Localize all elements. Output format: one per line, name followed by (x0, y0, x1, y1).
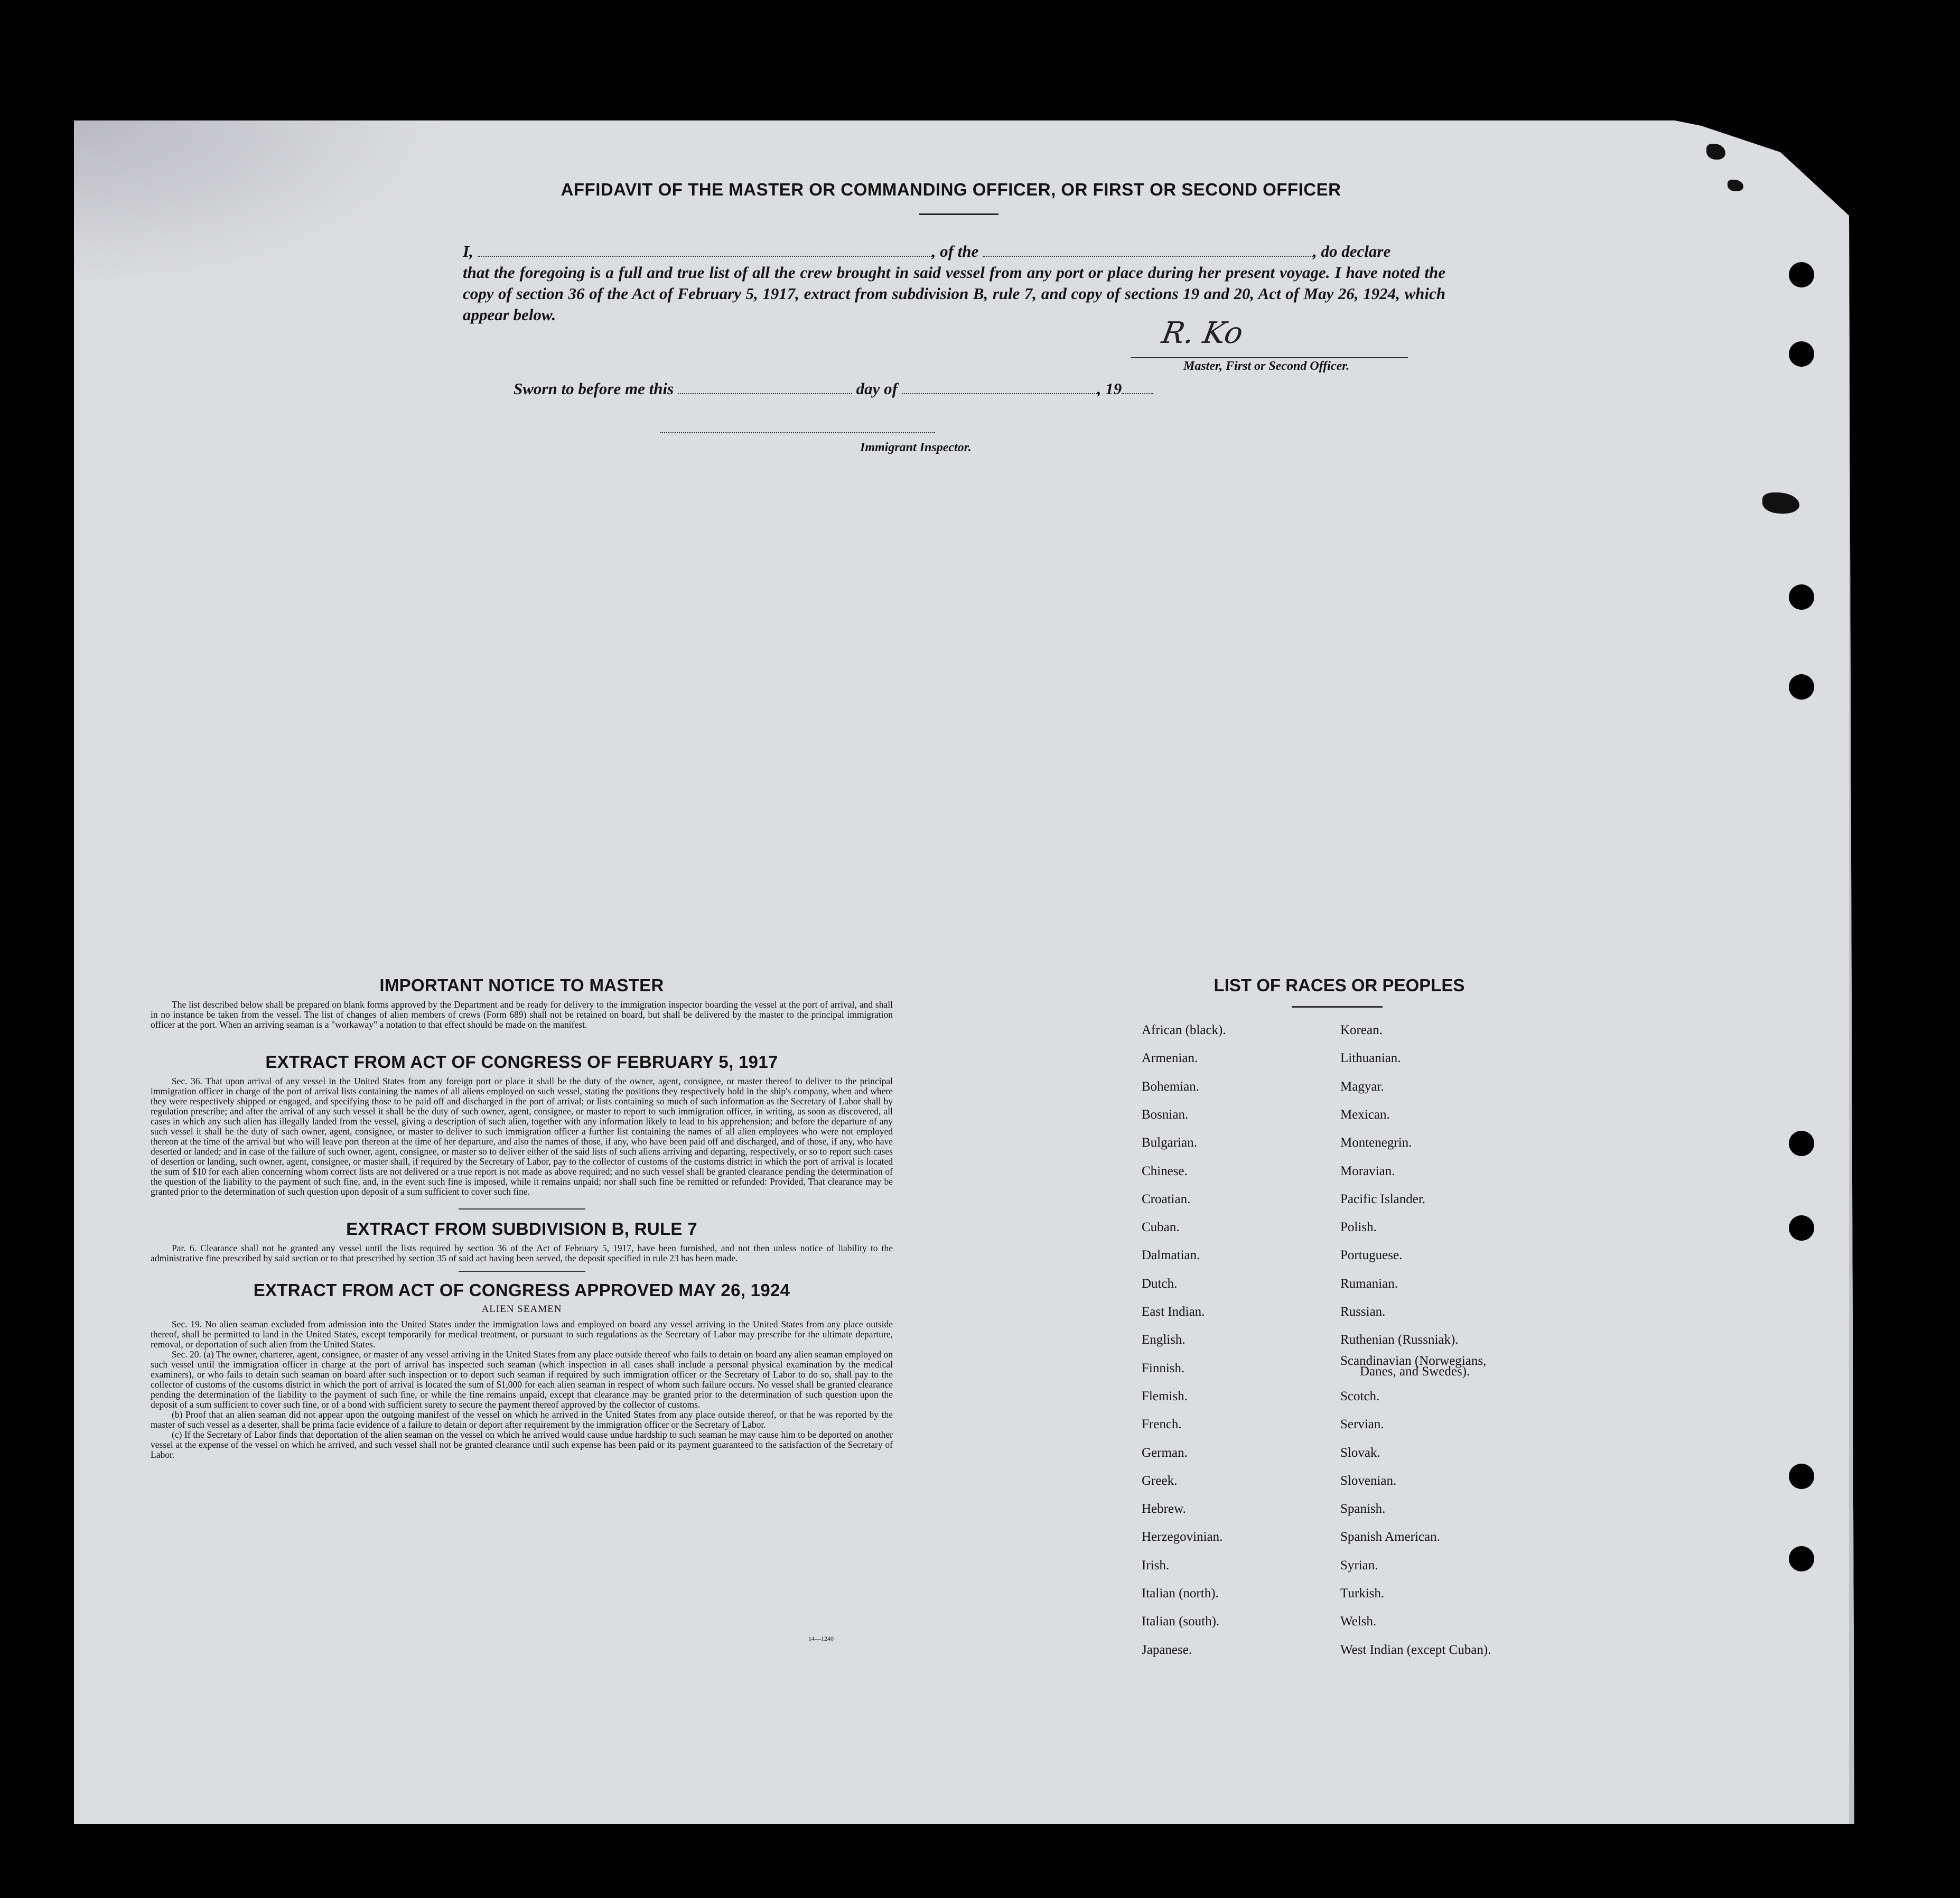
race-item: Pacific Islander. (1340, 1192, 1426, 1206)
form-code: 14—1240 (808, 1635, 834, 1642)
race-item: Turkish. (1340, 1586, 1385, 1601)
race-item: Italian (north). (1142, 1586, 1219, 1601)
races-title: LIST OF RACES OR PEOPLES (1214, 975, 1465, 995)
race-item: Polish. (1340, 1220, 1377, 1234)
extract-1924-title: EXTRACT FROM ACT OF CONGRESS APPROVED MAY 26, 1924 (253, 1280, 790, 1300)
race-item: Syrian. (1340, 1558, 1378, 1573)
extract-1917-text: Sec. 36. That upon arrival of any vessel in the United States from any foreign port or place it shall be the duty of the owner, agent, consignee, or master thereof to deliver to the principal immigration officer in charge of the port of arrival lists containing the names of all aliens employed on such vessel, stating the positions they respectively hold in the ship's company, when and where they were respectively shipped or engaged, and specifying those to be paid off and discharged in the port of arrival; or lists containing so much of such information as the Secretary of Labor shall by regulation prescribe; and after the arrival of any such vessel it shall be the duty of such owner, agent, consignee, or master to report to such immigration officer, in writing, as soon as discovered, all cases in which any such alien has illegally landed from the vessel, giving a description of such alien, together with any information likely to lead to his apprehension; and before the departure of any such vessel it shall be the duty of such owner, agent, consignee, or master to deliver to such immigration officer a further list containing the names of all alien employees who were not employed thereon at the time of the arrival but who will leave port thereon at the time of her departure, and also the names of those, if any, who have been paid off and discharged, and of those, if any, who have deserted or landed; and in case of the failure of such owner, agent, consignee, or master so to deliver either of the said lists of such aliens arriving and departing, respectively, or so to report such cases of desertion or landing, such owner, agent, consignee, or master shall, if required by the Secretary of Labor, pay to the collector of customs of the customs district in which the port of arrival is located the sum of $10 for each alien concerning whom correct lists are not delivered or a true report is not made as above required; and no such vessel shall be granted clearance pending the determination of the question of the liability to the payment of such fine, and, in the event such fine is imposed, while it remains unpaid; nor shall such fine be remitted or refunded: Provided, That clearance may be granted prior to the determination of such question upon deposit of a sum sufficient to cover such fine. (151, 1076, 893, 1197)
vessel-prefix: , of the (931, 242, 979, 260)
signature-label: Master, First or Second Officer. (1183, 359, 1350, 373)
signature-line[interactable] (1131, 357, 1408, 358)
declare-suffix: , do declare (1313, 242, 1391, 260)
punch-hole (1789, 262, 1814, 287)
punch-hole (1789, 341, 1814, 367)
paper-edge (1849, 120, 1854, 1824)
notice-text: The list described below shall be prepared on blank forms approved by the Department and be ready for delivery to the immigration inspector boarding the vessel at the port of arrival, and shall in no instance be taken from the vessel. The list of changes of alien members of crews (Form 689) shall not be retained on board, but shall be delivered by the master to the principal immigration officer at the port. When an arriving seaman is a "workaway" a notation to that effect should be made on the manifest. (151, 999, 893, 1030)
race-item: Spanish. (1340, 1502, 1386, 1516)
race-item: East Indian. (1142, 1305, 1205, 1319)
inspector-label: Immigrant Inspector. (860, 441, 972, 454)
race-item: Korean. (1340, 1023, 1383, 1037)
race-item: Bohemian. (1142, 1080, 1200, 1094)
race-item: Flemish. (1142, 1389, 1188, 1403)
notice-title: IMPORTANT NOTICE TO MASTER (379, 975, 664, 995)
sec20a-text: Sec. 20. (a) The owner, charterer, agent, consignee, or master of any vessel arriving in the United States from any place outside thereof who fails to detain on board any alien seaman employed on such vessel until the immigration officer in charge at the port of arrival has inspected such seaman (which inspection in all cases shall include a personal physical examination by the medical examiners), or who fails to detain such seaman on board after such inspection or to deport such seaman if required by such immigration officer or the Secretary of Labor to do so, shall pay to the collector of customs of the customs district in which the port of arrival is located the sum of $1,000 for each alien seaman in respect of whom such failure occurs. No vessel shall be granted clearance pending the determination of the liability to the payment of such fine, or while the fine remains unpaid, except that clearance may be granted prior to the determination of such question upon the deposit of a sum sufficient to cover such fine, or of a bond with sufficient surety to secure the payment thereof approved by the collector of customs. (151, 1349, 893, 1410)
race-item: West Indian (except Cuban). (1340, 1643, 1491, 1657)
sworn-year-label: , 19 (1097, 379, 1122, 398)
sec20b-text: (b) Proof that an alien seaman did not appear upon the outgoing manifest of the vessel on which he arrived in the United States from any place outside thereof, or that he was reported by the master of such vessel as a deserter, shall be prima facie evidence of a failure to detain or deport after requirement by the immigration officer or the Secretary of Labor. (151, 1409, 893, 1430)
section-divider (459, 1208, 585, 1209)
punch-hole (1789, 1215, 1814, 1241)
race-item: Lithuanian. (1340, 1051, 1401, 1065)
notice-section (151, 975, 893, 1460)
races-divider (1292, 1006, 1383, 1008)
race-item: Finnish. (1142, 1361, 1185, 1375)
race-item: Armenian. (1142, 1051, 1198, 1065)
sworn-year-field[interactable] (1122, 380, 1153, 394)
affidavit-first-line (463, 241, 1445, 262)
race-item: French. (1142, 1417, 1182, 1431)
declarant-prefix: I, (463, 242, 473, 260)
punch-hole (1789, 1131, 1814, 1156)
race-item: Russian. (1340, 1305, 1386, 1319)
declarant-name-field[interactable] (478, 243, 932, 257)
race-item: Scandinavian (Norwegians, (1340, 1354, 1487, 1368)
race-item: Mexican. (1340, 1108, 1390, 1122)
section-divider (459, 1271, 585, 1272)
race-item: Irish. (1142, 1558, 1170, 1573)
race-item: Montenegrin. (1340, 1136, 1412, 1150)
race-item: Servian. (1340, 1417, 1384, 1431)
punch-hole (1789, 584, 1814, 610)
race-item: Chinese. (1142, 1164, 1188, 1178)
sec20c-text: (c) If the Secretary of Labor finds that deportation of the alien seaman on the vessel on which he arrived would cause undue hardship to such seaman he may cause him to be deported on another vessel at the expense of the vessel on which he arrived, and such vessel shall not be granted clearance until such expense has been paid or its payment guaranteed to the satisfaction of the Secretary of Labor. (151, 1429, 893, 1460)
race-item: Portuguese. (1340, 1248, 1403, 1262)
sworn-prefix: Sworn to before me this (514, 379, 674, 398)
rule7-text: Par. 6. Clearance shall not be granted any vessel until the lists required by section 36 of the Act of February 5, 1917, have been furnished, and not then unless notice of liability to the administrative fine prescribed by said section or to that prescribed by section 35 of said act having been served, the deposit specified in rule 23 has been made. (151, 1243, 893, 1263)
sec19-text: Sec. 19. No alien seaman excluded from admission into the United States under the immigration laws and employed on board any vessel arriving in the United States from any place outside thereof, shall be permitted to land in the United States, except temporarily for medical treatment, or pursuant to such regulations as the Secretary of Labor may prescribe for the ultimate departure, removal, or deportation of such alien from the United States. (151, 1319, 893, 1350)
punch-hole (1789, 1546, 1814, 1571)
race-item: Slovenian. (1340, 1474, 1397, 1488)
race-item: Cuban. (1142, 1220, 1180, 1234)
vessel-name-field[interactable] (983, 243, 1313, 257)
race-item: English. (1142, 1333, 1186, 1347)
race-item: Slovak. (1340, 1446, 1380, 1460)
race-item: Italian (south). (1142, 1614, 1220, 1629)
sworn-day-field[interactable] (678, 380, 852, 394)
sworn-day-label: day of (856, 379, 898, 398)
race-item: Hebrew. (1142, 1502, 1186, 1516)
race-item: Greek. (1142, 1474, 1178, 1488)
rule7-title: EXTRACT FROM SUBDIVISION B, RULE 7 (346, 1219, 697, 1239)
race-item: Rumanian. (1340, 1277, 1398, 1291)
form-sheet (74, 120, 1854, 1824)
alien-seamen-subtitle: ALIEN SEAMEN (481, 1304, 562, 1315)
sworn-month-field[interactable] (902, 380, 1097, 394)
race-item: Spanish American. (1340, 1530, 1440, 1544)
officer-signature: R. Ko (1159, 316, 1246, 350)
punch-hole (1789, 1464, 1814, 1489)
race-item: Herzegovinian. (1142, 1530, 1223, 1544)
race-item: Scotch. (1340, 1389, 1380, 1403)
race-item: Magyar. (1340, 1080, 1384, 1094)
race-item-continuation: Danes, and Swedes). (1360, 1364, 1470, 1379)
race-item: Welsh. (1340, 1614, 1377, 1629)
race-item: German. (1142, 1446, 1188, 1460)
race-item: Japanese. (1142, 1643, 1192, 1657)
race-item: Dalmatian. (1142, 1248, 1200, 1262)
race-item: Croatian. (1142, 1192, 1191, 1206)
extract-1917-title: EXTRACT FROM ACT OF CONGRESS OF FEBRUARY 5, 1917 (265, 1052, 778, 1072)
inspector-signature-line[interactable] (660, 432, 935, 433)
race-item: Bulgarian. (1142, 1136, 1197, 1150)
affidavit-body (463, 241, 1445, 325)
race-item: Moravian. (1340, 1164, 1395, 1178)
affidavit-title: AFFIDAVIT OF THE MASTER OR COMMANDING OFFICER, OR FIRST OR SECOND OFFICER (561, 180, 1341, 199)
race-item: African (black). (1142, 1023, 1226, 1037)
race-item: Ruthenian (Russniak). (1340, 1333, 1459, 1347)
sworn-line (514, 379, 1153, 398)
title-divider (919, 213, 998, 215)
punch-hole (1789, 674, 1814, 700)
race-item: Bosnian. (1142, 1108, 1189, 1122)
affidavit-statement: that the foregoing is a full and true list of all the crew brought in said vessel from any port or place during her present voyage. I have noted the copy of section 36 of the Act of February 5, 1917, extract from subdivision B, rule 7, and copy of sections 19 and 20, Act of May 26, 1924, which appear below. (463, 263, 1445, 324)
race-item: Dutch. (1142, 1277, 1178, 1291)
